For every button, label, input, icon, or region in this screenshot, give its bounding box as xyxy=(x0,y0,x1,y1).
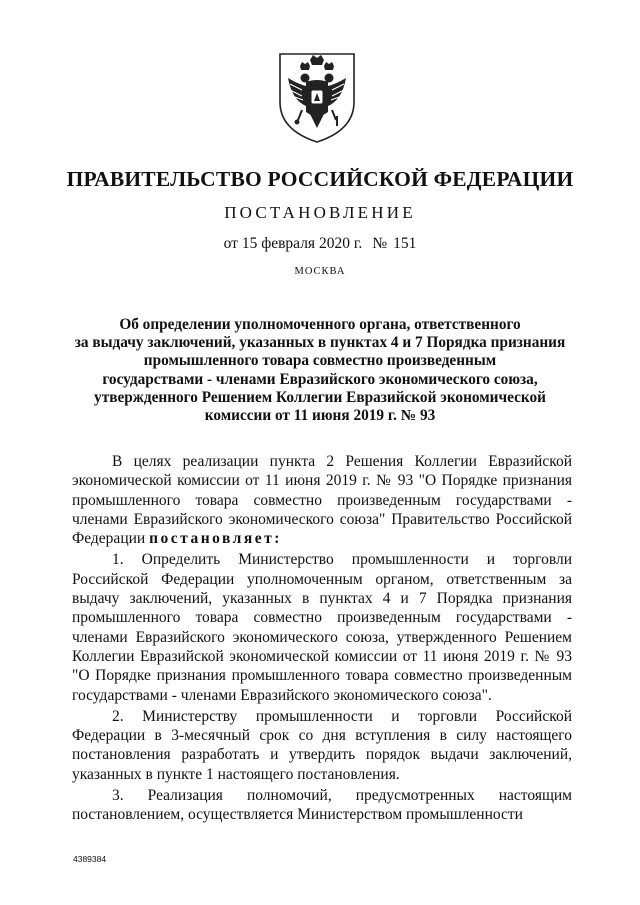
document-date: от 15 февраля 2020 г. xyxy=(223,235,363,252)
russian-coat-of-arms-icon xyxy=(272,50,362,144)
document-number: 151 xyxy=(393,235,417,252)
document-subject xyxy=(60,316,580,425)
paragraph-3: 3. Реализация полномочий, предусмотренных настоящим постановлением, осуществляется Министерством промышленности xyxy=(72,787,572,824)
city: МОСКВА xyxy=(294,266,346,277)
subject-line: комиссии от 11 июня 2019 г. № 93 xyxy=(204,407,436,425)
document-date-line xyxy=(0,235,640,253)
government-title: ПРАВИТЕЛЬСТВО РОССИЙСКОЙ ФЕДЕРАЦИИ xyxy=(66,167,574,191)
preamble-text: В целях реализации пункта 2 Решения Коллегии Евразийской экономической комиссии от 11 июня 2019 г. № 93 "О Порядке признания промышленного товара совместно произведенным государствами - членами Евразийского экономического союза" Правительство Российской Федерации xyxy=(72,453,572,548)
document-body xyxy=(72,452,572,825)
document-identifier: 4389384 xyxy=(73,854,107,864)
subject-line: государствами - членами Евразийского экономического союза, xyxy=(102,370,538,388)
preamble-paragraph xyxy=(72,452,572,548)
paragraph-2: 2. Министерству промышленности и торговли Российской Федерации в 3-месячный срок со дня вступления в силу настоящего постановления разработать и утвердить порядок выдачи заключений, указанных в пункте 1 настоящего постановления. xyxy=(72,707,572,783)
document-number-label: № xyxy=(372,235,388,252)
subject-line: Об определении уполномоченного органа, ответственного xyxy=(119,316,521,333)
subject-line: утвержденного Решением Коллегии Евразийской экономической xyxy=(94,388,546,406)
decree-word: постановляет: xyxy=(149,530,282,548)
subject-line: за выдачу заключений, указанных в пунктах 4 и 7 Порядка признания xyxy=(74,334,566,352)
paragraph-1: 1. Определить Министерство промышленности и торговли Российской Федерации уполномоченным органом, ответственным за выдачу заключений, указанных в пунктах 4 и 7 Порядка признания промышленного товара совместно произведенным государствами - членами Евразийского экономического союза, утвержденного Решением Коллегии Евразийской экономической комиссии от 11 июня 2019 г. № 93 "О Порядке признания промышленного товара совместно произведенным государствами - членами Евразийского экономического союза". xyxy=(72,551,572,704)
subject-line: промышленного товара совместно произведенным xyxy=(143,352,497,370)
document-type: ПОСТАНОВЛЕНИЕ xyxy=(224,203,416,222)
